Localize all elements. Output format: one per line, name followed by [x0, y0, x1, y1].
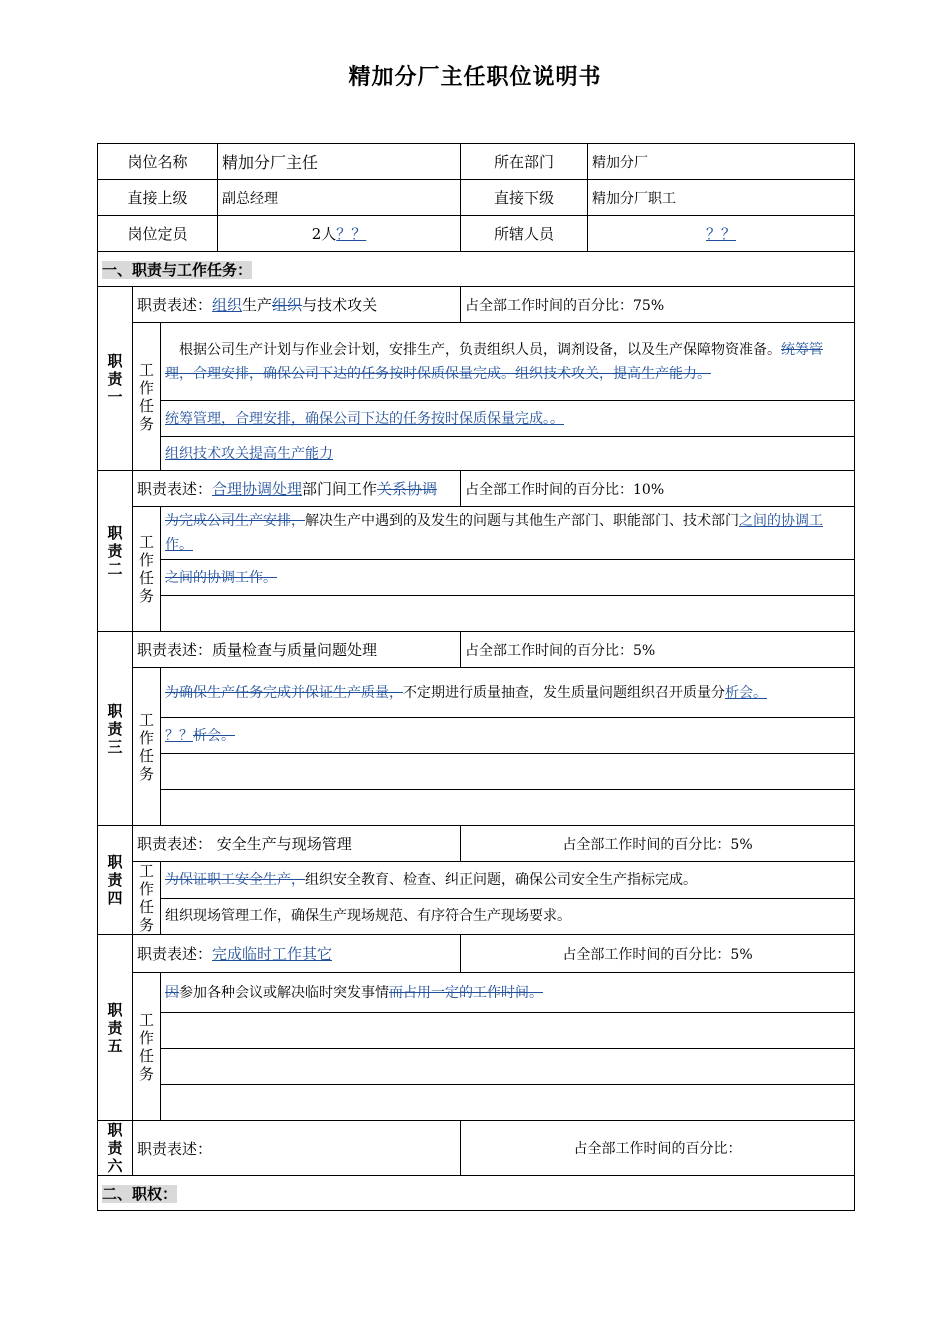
quota-cell [218, 216, 461, 252]
superior-label: 直接上级 [98, 180, 218, 216]
duty-3-task-2: ？？析会。 [161, 718, 855, 754]
duty-3-percentage: 占全部工作时间的百分比：5% [461, 632, 855, 668]
duty-2-percentage: 占全部工作时间的百分比：10% [461, 471, 855, 507]
duty-6-percentage: 占全部工作时间的百分比： [461, 1121, 855, 1176]
duty-1-task-2: 统筹管理，合理安排，确保公司下达的任务按时保质保量完成。。 [161, 401, 855, 437]
duty-3-task-1: 为确保生产任务完成并保证生产质量，不定期进行质量抽查，发生质量问题组织召开质量分析会。 [161, 668, 855, 718]
duty-1-task-3: 组织技术攻关提高生产能力 [161, 437, 855, 471]
duty-2-task-3 [161, 596, 855, 632]
staff-label: 所辖人员 [461, 216, 588, 252]
dept-label: 所在部门 [461, 144, 588, 180]
duty-1-work-task-label: 工 作 任 务 [133, 323, 161, 471]
duty-3-description: 职责表述：质量检查与质量问题处理 [133, 632, 461, 668]
duty-5-percentage: 占全部工作时间的百分比：5% [461, 935, 855, 973]
quota-mark: ？？ [336, 225, 367, 243]
duty-5-work-task-label: 工 作 任 务 [133, 973, 161, 1121]
section-duties-title: 一、职责与工作任务： [98, 252, 855, 287]
duty-4-label: 职 责 四 [98, 826, 133, 935]
staff-value: ？？ [706, 225, 737, 243]
duty-4-description: 职责表述： 安全生产与现场管理 [133, 826, 461, 862]
duty-3-label: 职 责 三 [98, 632, 133, 826]
duty-2-work-task-label: 工 作 任 务 [133, 507, 161, 632]
section-authority-title: 二、职权： [98, 1176, 855, 1211]
duty-1-description: 职责表述：组织生产组织与技术攻关 [133, 287, 461, 323]
duty-4-work-task-label: 工 作 任 务 [133, 862, 161, 935]
duty-4-task-1: 为保证职工安全生产，组织安全教育、检查、纠正问题，确保公司安全生产指标完成。 [161, 862, 855, 899]
dept-value: 精加分厂 [588, 144, 855, 180]
duty-4-task-2: 组织现场管理工作，确保生产现场规范、有序符合生产现场要求。 [161, 898, 855, 935]
duty-5-task-1: 因参加各种会议或解决临时突发事情而占用一定的工作时间。 [161, 973, 855, 1013]
duty-2-description: 职责表述：合理协调处理部门间工作关系协调 [133, 471, 461, 507]
duty-6-label: 职 责 六 [98, 1121, 133, 1176]
duty-1-percentage: 占全部工作时间的百分比：75% [461, 287, 855, 323]
duty-1-label: 职 责 一 [98, 287, 133, 471]
duty-4-percentage: 占全部工作时间的百分比：5% [461, 826, 855, 862]
duty-5-description: 职责表述：完成临时工作其它 [133, 935, 461, 973]
page-title: 精加分厂主任职位说明书 [348, 65, 602, 90]
quota-label: 岗位定员 [98, 216, 218, 252]
duty-2-task-2: 之间的协调工作。 [161, 560, 855, 596]
staff-cell [588, 216, 855, 252]
duty-2-task-1: 为完成公司生产安排，解决生产中遇到的及发生的问题与其他生产部门、职能部门、技术部门之间的协调工作。 [161, 507, 855, 560]
subordinate-value: 精加分厂职工 [588, 180, 855, 216]
subordinate-label: 直接下级 [461, 180, 588, 216]
duty-3-task-3 [161, 754, 855, 790]
duty-6-description: 职责表述： [133, 1121, 461, 1176]
post-name-value: 精加分厂主任 [218, 144, 461, 180]
job-description-table [97, 143, 855, 1211]
duty-1-task-1: 根据公司生产计划与作业会计划，安排生产，负责组织人员，调剂设备，以及生产保障物资准备。统筹管理，合理安排，确保公司下达的任务按时保质保量完成。组织技术攻关，提高生产能力。 [161, 323, 855, 401]
duty-5-label: 职 责 五 [98, 935, 133, 1121]
quota-value: 2人 [311, 225, 337, 243]
duty-5-task-3 [161, 1049, 855, 1085]
duty-5-task-4 [161, 1085, 855, 1121]
duty-5-task-2 [161, 1013, 855, 1049]
superior-value: 副总经理 [218, 180, 461, 216]
duty-3-task-4 [161, 790, 855, 826]
duty-2-label: 职 责 二 [98, 471, 133, 632]
duty-3-work-task-label: 工 作 任 务 [133, 668, 161, 826]
post-name-label: 岗位名称 [98, 144, 218, 180]
